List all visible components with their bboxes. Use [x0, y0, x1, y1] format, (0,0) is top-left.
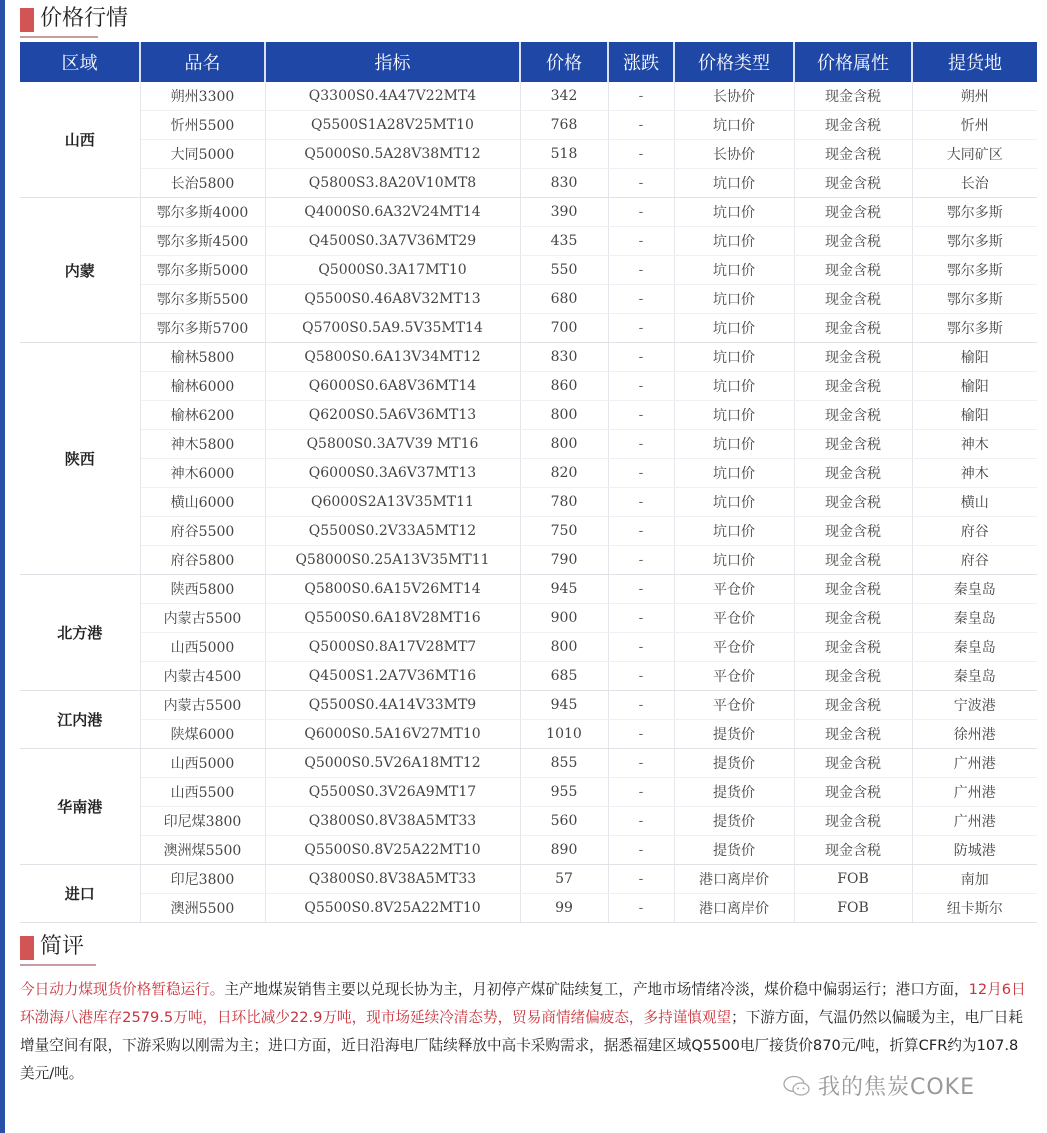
region-cell: 江内港 [20, 691, 140, 749]
delivery-place-cell: 榆阳 [912, 372, 1037, 401]
table-row [20, 169, 1037, 198]
price-cell: 890 [520, 836, 608, 865]
price-cell: 685 [520, 662, 608, 691]
change-cell: - [608, 430, 674, 459]
price-attr-cell: 现金含税 [794, 314, 912, 343]
item-name-cell: 榆林6000 [140, 372, 265, 401]
change-cell: - [608, 749, 674, 778]
change-cell: - [608, 575, 674, 604]
price-type-cell: 坑口价 [674, 343, 794, 372]
price-cell: 945 [520, 575, 608, 604]
spec-cell: Q5800S0.6A15V26MT14 [265, 575, 520, 604]
section-underline [20, 36, 98, 38]
item-name-cell: 榆林5800 [140, 343, 265, 372]
price-cell: 780 [520, 488, 608, 517]
price-attr-cell: 现金含税 [794, 459, 912, 488]
table-row [20, 256, 1037, 285]
price-attr-cell: 现金含税 [794, 372, 912, 401]
delivery-place-cell: 秦皇岛 [912, 633, 1037, 662]
item-name-cell: 鄂尔多斯5500 [140, 285, 265, 314]
price-type-cell: 坑口价 [674, 198, 794, 227]
price-attr-cell: 现金含税 [794, 169, 912, 198]
table-row [20, 778, 1037, 807]
change-cell: - [608, 314, 674, 343]
price-cell: 900 [520, 604, 608, 633]
price-type-cell: 坑口价 [674, 459, 794, 488]
price-cell: 342 [520, 82, 608, 111]
delivery-place-cell: 朔州 [912, 82, 1037, 111]
col-header-name: 品名 [140, 42, 265, 82]
price-type-cell: 提货价 [674, 720, 794, 749]
delivery-place-cell: 徐州港 [912, 720, 1037, 749]
col-header-region: 区域 [20, 42, 140, 82]
spec-cell: Q5700S0.5A9.5V35MT14 [265, 314, 520, 343]
price-table [20, 42, 1037, 923]
table-row [20, 691, 1037, 720]
section-underline [20, 964, 96, 966]
price-type-cell: 坑口价 [674, 227, 794, 256]
price-type-cell: 坑口价 [674, 372, 794, 401]
table-row [20, 82, 1037, 111]
delivery-place-cell: 鄂尔多斯 [912, 256, 1037, 285]
item-name-cell: 内蒙古5500 [140, 604, 265, 633]
col-header-price: 价格 [520, 42, 608, 82]
item-name-cell: 山西5000 [140, 749, 265, 778]
spec-cell: Q5500S0.6A18V28MT16 [265, 604, 520, 633]
price-type-cell: 坑口价 [674, 430, 794, 459]
delivery-place-cell: 广州港 [912, 778, 1037, 807]
left-border-stripe [0, 0, 5, 1133]
price-type-cell: 坑口价 [674, 488, 794, 517]
change-cell: - [608, 256, 674, 285]
col-header-price-type: 价格类型 [674, 42, 794, 82]
price-cell: 680 [520, 285, 608, 314]
price-cell: 550 [520, 256, 608, 285]
table-row [20, 227, 1037, 256]
item-name-cell: 印尼3800 [140, 865, 265, 894]
price-cell: 800 [520, 430, 608, 459]
spec-cell: Q5500S0.8V25A22MT10 [265, 836, 520, 865]
region-cell: 进口 [20, 865, 140, 923]
change-cell: - [608, 372, 674, 401]
price-attr-cell: 现金含税 [794, 836, 912, 865]
item-name-cell: 榆林6200 [140, 401, 265, 430]
delivery-place-cell: 榆阳 [912, 343, 1037, 372]
item-name-cell: 朔州3300 [140, 82, 265, 111]
change-cell: - [608, 691, 674, 720]
change-cell: - [608, 894, 674, 923]
price-cell: 435 [520, 227, 608, 256]
table-row [20, 662, 1037, 691]
comment-segment: 12月6日环渤海八港库存2579.5万吨，日环比减少22.9万吨，现市场延续冷清态势，贸易商情绪偏疲态，多持谨慎观望 [20, 981, 1026, 1026]
delivery-place-cell: 纽卡斯尔 [912, 894, 1037, 923]
delivery-place-cell: 鄂尔多斯 [912, 227, 1037, 256]
price-type-cell: 平仓价 [674, 575, 794, 604]
table-row [20, 749, 1037, 778]
item-name-cell: 澳洲煤5500 [140, 836, 265, 865]
delivery-place-cell: 鄂尔多斯 [912, 314, 1037, 343]
price-cell: 800 [520, 633, 608, 662]
wechat-icon [782, 1075, 812, 1097]
spec-cell: Q4500S0.3A7V36MT29 [265, 227, 520, 256]
price-cell: 955 [520, 778, 608, 807]
spec-cell: Q3800S0.8V38A5MT33 [265, 807, 520, 836]
delivery-place-cell: 秦皇岛 [912, 604, 1037, 633]
price-cell: 560 [520, 807, 608, 836]
price-attr-cell: 现金含税 [794, 633, 912, 662]
price-attr-cell: 现金含税 [794, 401, 912, 430]
price-attr-cell: 现金含税 [794, 198, 912, 227]
table-row [20, 140, 1037, 169]
item-name-cell: 神木5800 [140, 430, 265, 459]
item-name-cell: 府谷5800 [140, 546, 265, 575]
table-row [20, 430, 1037, 459]
change-cell: - [608, 401, 674, 430]
change-cell: - [608, 82, 674, 111]
spec-cell: Q4000S0.6A32V24MT14 [265, 198, 520, 227]
table-row [20, 604, 1037, 633]
price-attr-cell: 现金含税 [794, 343, 912, 372]
table-row [20, 488, 1037, 517]
table-row [20, 517, 1037, 546]
comment-segment: 今日动力煤现货价格暂稳运行。 [20, 981, 225, 998]
price-cell: 750 [520, 517, 608, 546]
table-row [20, 894, 1037, 923]
price-attr-cell: 现金含税 [794, 140, 912, 169]
watermark-text: 我的焦炭COKE [818, 1075, 976, 1100]
price-type-cell: 平仓价 [674, 604, 794, 633]
comment-segment: 主产地煤炭销售主要以兑现长协为主，月初停产煤矿陆续复工，产地市场情绪冷淡，煤价稳中偏弱运行；港口方面， [224, 981, 969, 998]
delivery-place-cell: 广州港 [912, 749, 1037, 778]
delivery-place-cell: 神木 [912, 430, 1037, 459]
comment-segment: ；下游方面，气温仍然以偏暖为主，电厂日耗增量空间有限，下游采购以刚需为主；进口方面，近日沿海电厂陆续释放中高卡采购需求，据悉福建区域Q5500电厂接货价870元/吨，折算CFR约为107.8美元/吨。 [20, 1009, 1023, 1082]
price-attr-cell: 现金含税 [794, 430, 912, 459]
price-cell: 57 [520, 865, 608, 894]
table-row [20, 546, 1037, 575]
region-cell: 内蒙 [20, 198, 140, 343]
price-type-cell: 提货价 [674, 749, 794, 778]
change-cell: - [608, 604, 674, 633]
table-row [20, 633, 1037, 662]
item-name-cell: 横山6000 [140, 488, 265, 517]
price-type-cell: 坑口价 [674, 546, 794, 575]
price-attr-cell: 现金含税 [794, 546, 912, 575]
table-row [20, 372, 1037, 401]
change-cell: - [608, 227, 674, 256]
price-attr-cell: 现金含税 [794, 720, 912, 749]
item-name-cell: 陕煤6000 [140, 720, 265, 749]
item-name-cell: 大同5000 [140, 140, 265, 169]
item-name-cell: 内蒙古4500 [140, 662, 265, 691]
item-name-cell: 神木6000 [140, 459, 265, 488]
price-cell: 1010 [520, 720, 608, 749]
change-cell: - [608, 140, 674, 169]
spec-cell: Q5500S0.3V26A9MT17 [265, 778, 520, 807]
delivery-place-cell: 府谷 [912, 546, 1037, 575]
delivery-place-cell: 秦皇岛 [912, 662, 1037, 691]
price-cell: 800 [520, 401, 608, 430]
table-row [20, 865, 1037, 894]
change-cell: - [608, 720, 674, 749]
delivery-place-cell: 鄂尔多斯 [912, 198, 1037, 227]
price-cell: 390 [520, 198, 608, 227]
price-attr-cell: FOB [794, 865, 912, 894]
table-row [20, 285, 1037, 314]
price-attr-cell: 现金含税 [794, 691, 912, 720]
item-name-cell: 澳洲5500 [140, 894, 265, 923]
item-name-cell: 山西5000 [140, 633, 265, 662]
spec-cell: Q6200S0.5A6V36MT13 [265, 401, 520, 430]
price-attr-cell: FOB [794, 894, 912, 923]
spec-cell: Q5500S0.4A14V33MT9 [265, 691, 520, 720]
delivery-place-cell: 长治 [912, 169, 1037, 198]
price-attr-cell: 现金含税 [794, 227, 912, 256]
table-header-row [20, 42, 1037, 82]
spec-cell: Q5800S3.8A20V10MT8 [265, 169, 520, 198]
col-header-delivery-place: 提货地 [912, 42, 1037, 82]
change-cell: - [608, 285, 674, 314]
table-row [20, 459, 1037, 488]
change-cell: - [608, 865, 674, 894]
price-attr-cell: 现金含税 [794, 778, 912, 807]
price-type-cell: 平仓价 [674, 662, 794, 691]
price-type-cell: 长协价 [674, 82, 794, 111]
col-header-spec: 指标 [265, 42, 520, 82]
change-cell: - [608, 111, 674, 140]
watermark [782, 1070, 975, 1101]
delivery-place-cell: 忻州 [912, 111, 1037, 140]
price-attr-cell: 现金含税 [794, 285, 912, 314]
delivery-place-cell: 广州港 [912, 807, 1037, 836]
change-cell: - [608, 459, 674, 488]
price-cell: 700 [520, 314, 608, 343]
price-type-cell: 坑口价 [674, 111, 794, 140]
region-cell: 华南港 [20, 749, 140, 865]
price-attr-cell: 现金含税 [794, 604, 912, 633]
region-cell: 北方港 [20, 575, 140, 691]
price-attr-cell: 现金含税 [794, 111, 912, 140]
table-row [20, 314, 1037, 343]
spec-cell: Q5500S0.2V33A5MT12 [265, 517, 520, 546]
item-name-cell: 山西5500 [140, 778, 265, 807]
delivery-place-cell: 府谷 [912, 517, 1037, 546]
delivery-place-cell: 宁波港 [912, 691, 1037, 720]
spec-cell: Q6000S2A13V35MT11 [265, 488, 520, 517]
delivery-place-cell: 防城港 [912, 836, 1037, 865]
spec-cell: Q5000S0.3A17MT10 [265, 256, 520, 285]
price-attr-cell: 现金含税 [794, 807, 912, 836]
change-cell: - [608, 198, 674, 227]
section-marker-icon [20, 8, 34, 32]
item-name-cell: 鄂尔多斯5700 [140, 314, 265, 343]
delivery-place-cell: 横山 [912, 488, 1037, 517]
spec-cell: Q6000S0.3A6V37MT13 [265, 459, 520, 488]
delivery-place-cell: 榆阳 [912, 401, 1037, 430]
table-row [20, 807, 1037, 836]
spec-cell: Q6000S0.5A16V27MT10 [265, 720, 520, 749]
section-title: 简评 [40, 934, 85, 959]
change-cell: - [608, 807, 674, 836]
col-header-price-attr: 价格属性 [794, 42, 912, 82]
spec-cell: Q5000S0.5V26A18MT12 [265, 749, 520, 778]
spec-cell: Q3800S0.8V38A5MT33 [265, 865, 520, 894]
price-attr-cell: 现金含税 [794, 517, 912, 546]
item-name-cell: 府谷5500 [140, 517, 265, 546]
spec-cell: Q5800S0.6A13V34MT12 [265, 343, 520, 372]
price-type-cell: 平仓价 [674, 691, 794, 720]
section-header-comment [20, 934, 84, 960]
price-attr-cell: 现金含税 [794, 662, 912, 691]
section-title: 价格行情 [40, 6, 129, 31]
price-type-cell: 提货价 [674, 807, 794, 836]
spec-cell: Q5500S0.8V25A22MT10 [265, 894, 520, 923]
spec-cell: Q6000S0.6A8V36MT14 [265, 372, 520, 401]
item-name-cell: 陕西5800 [140, 575, 265, 604]
price-cell: 768 [520, 111, 608, 140]
price-type-cell: 平仓价 [674, 633, 794, 662]
price-cell: 518 [520, 140, 608, 169]
price-cell: 830 [520, 169, 608, 198]
price-attr-cell: 现金含税 [794, 488, 912, 517]
spec-cell: Q5000S0.8A17V28MT7 [265, 633, 520, 662]
change-cell: - [608, 778, 674, 807]
change-cell: - [608, 488, 674, 517]
price-cell: 855 [520, 749, 608, 778]
price-type-cell: 坑口价 [674, 401, 794, 430]
delivery-place-cell: 鄂尔多斯 [912, 285, 1037, 314]
price-attr-cell: 现金含税 [794, 575, 912, 604]
price-type-cell: 港口离岸价 [674, 865, 794, 894]
section-header-price [20, 6, 128, 32]
section-marker-icon [20, 936, 34, 960]
price-cell: 830 [520, 343, 608, 372]
price-type-cell: 提货价 [674, 778, 794, 807]
delivery-place-cell: 神木 [912, 459, 1037, 488]
price-type-cell: 坑口价 [674, 517, 794, 546]
col-header-change: 涨跌 [608, 42, 674, 82]
item-name-cell: 印尼煤3800 [140, 807, 265, 836]
price-type-cell: 坑口价 [674, 285, 794, 314]
change-cell: - [608, 662, 674, 691]
change-cell: - [608, 343, 674, 372]
delivery-place-cell: 南加 [912, 865, 1037, 894]
change-cell: - [608, 517, 674, 546]
table-row [20, 720, 1037, 749]
table-row [20, 836, 1037, 865]
table-row [20, 343, 1037, 372]
item-name-cell: 内蒙古5500 [140, 691, 265, 720]
table-body [20, 82, 1037, 923]
price-attr-cell: 现金含税 [794, 256, 912, 285]
item-name-cell: 鄂尔多斯4500 [140, 227, 265, 256]
spec-cell: Q4500S1.2A7V36MT16 [265, 662, 520, 691]
price-attr-cell: 现金含税 [794, 749, 912, 778]
price-type-cell: 提货价 [674, 836, 794, 865]
price-cell: 790 [520, 546, 608, 575]
price-cell: 820 [520, 459, 608, 488]
spec-cell: Q58000S0.25A13V35MT11 [265, 546, 520, 575]
spec-cell: Q5000S0.5A28V38MT12 [265, 140, 520, 169]
table-row [20, 575, 1037, 604]
price-cell: 945 [520, 691, 608, 720]
item-name-cell: 长治5800 [140, 169, 265, 198]
item-name-cell: 鄂尔多斯4000 [140, 198, 265, 227]
price-type-cell: 长协价 [674, 140, 794, 169]
price-cell: 99 [520, 894, 608, 923]
delivery-place-cell: 秦皇岛 [912, 575, 1037, 604]
item-name-cell: 鄂尔多斯5000 [140, 256, 265, 285]
spec-cell: Q5800S0.3A7V39 MT16 [265, 430, 520, 459]
table-row [20, 198, 1037, 227]
region-cell: 陕西 [20, 343, 140, 575]
price-type-cell: 港口离岸价 [674, 894, 794, 923]
change-cell: - [608, 169, 674, 198]
price-attr-cell: 现金含税 [794, 82, 912, 111]
table-row [20, 401, 1037, 430]
item-name-cell: 忻州5500 [140, 111, 265, 140]
change-cell: - [608, 836, 674, 865]
table-row [20, 111, 1037, 140]
region-cell: 山西 [20, 82, 140, 198]
price-cell: 860 [520, 372, 608, 401]
change-cell: - [608, 546, 674, 575]
price-type-cell: 坑口价 [674, 256, 794, 285]
spec-cell: Q5500S0.46A8V32MT13 [265, 285, 520, 314]
price-type-cell: 坑口价 [674, 169, 794, 198]
spec-cell: Q3300S0.4A47V22MT4 [265, 82, 520, 111]
price-type-cell: 坑口价 [674, 314, 794, 343]
change-cell: - [608, 633, 674, 662]
spec-cell: Q5500S1A28V25MT10 [265, 111, 520, 140]
delivery-place-cell: 大同矿区 [912, 140, 1037, 169]
